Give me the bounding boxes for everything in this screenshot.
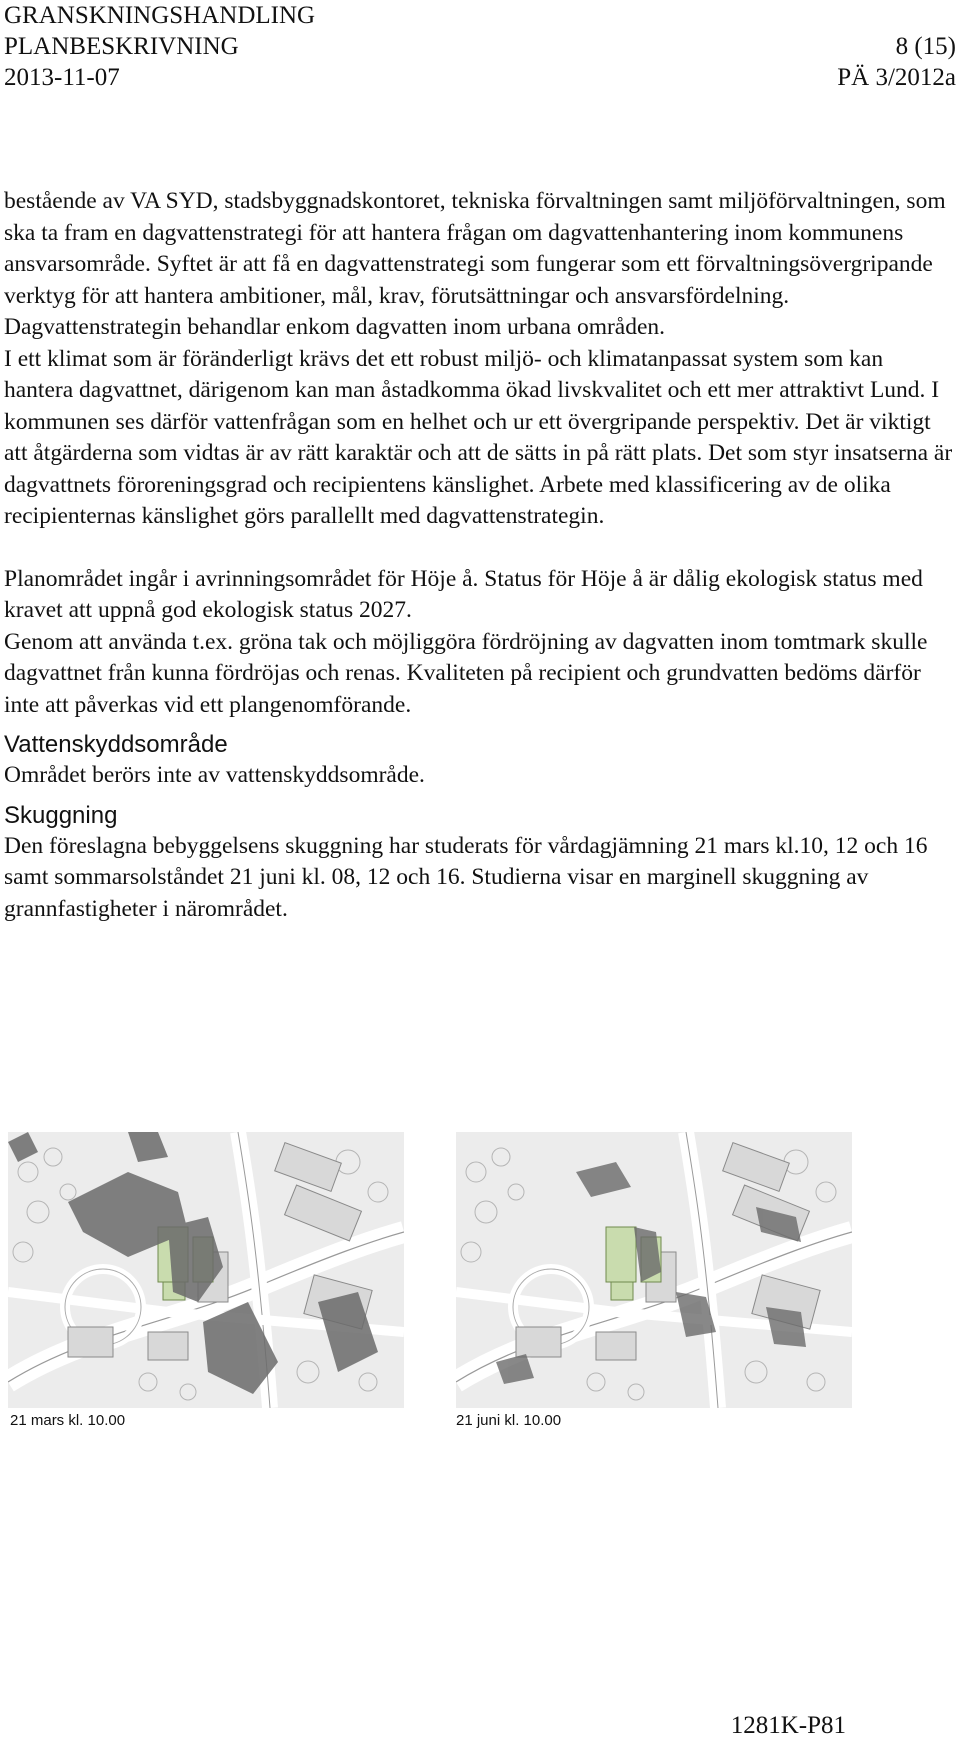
paragraph-skuggning: Den föreslagna bebyggelsens skuggning har studerats för vårdagjämning 21 mars kl.10, 12 och 16 samt sommarsolståndet 21 juni kl. 08, 12 och 16. Studierna visar en marginell skuggning av grannfastigheter i närområdet. bbox=[4, 832, 928, 922]
shadow-study-map-june bbox=[456, 1132, 852, 1408]
document-type: PLANBESKRIVNING bbox=[4, 33, 239, 60]
shadow-study-map-march bbox=[8, 1132, 404, 1408]
document-status: GRANSKNINGSHANDLING bbox=[4, 2, 316, 29]
document-reference: PÄ 3/2012a bbox=[837, 64, 956, 91]
section-heading-skuggning: Skuggning bbox=[4, 801, 118, 829]
paragraph-dagvattenstrategi: bestående av VA SYD, stadsbyggnadskontoret, tekniska förvaltningen samt miljöförvaltningen, som ska ta fram en dagvattenstrategi för att hantera frågan om dagvattenhantering inom kommunens ansvarsområde. Syftet är att få en dagvattenstrategi som fungerar som ett förvaltningsövergripande verktyg för att hantera ambitioner, mål, krav, förutsättningar och ansvarsfördelning. Dagvattenstrategin behandlar enkom dagvatten inom urbana områden. bbox=[4, 188, 946, 340]
paragraph-vattenskydd: Området berörs inte av vattenskyddsområde. bbox=[4, 762, 425, 788]
paragraph-klimat: I ett klimat som är föränderligt krävs det ett robust miljö- och klimatanpassat system som kan hantera dagvattnet, därigenom kan man åstadkomma ökad livskvalitet och ett mer attraktivt Lund. I kommunen ses därför vattenfrågan som en helhet och ur ett övergripande perspektiv. Det är viktigt att åtgärderna som vidtas är av rätt karaktär och att de sätts in på rätt plats. Det som styr insatserna är dagvattnets föroreningsgrad och recipientens känslighet. Arbete med klassificering av de olika recipienternas känslighet görs parallellt med dagvattenstrategin. bbox=[4, 345, 953, 529]
section-heading-vattenskyddsomrade: Vattenskyddsområde bbox=[4, 731, 228, 758]
caption-june: 21 juni kl. 10.00 bbox=[456, 1412, 562, 1429]
shadow-map-march-image bbox=[8, 1132, 404, 1408]
page-number: 8 (15) bbox=[895, 33, 956, 60]
document-code: 1281K-P81 bbox=[730, 1712, 846, 1739]
shadow-map-june-image bbox=[456, 1132, 852, 1408]
caption-march: 21 mars kl. 10.00 bbox=[10, 1412, 126, 1429]
document-date: 2013-11-07 bbox=[4, 64, 120, 91]
paragraph-grona-tak: Genom att använda t.ex. gröna tak och möjliggöra fördröjning av dagvatten inom tomtmark skulle dagvattnet från kunna fördröjas och renas. Kvaliteten på recipient och grundvatten bedöms därför inte att påverkas vid ett plangenomförande. bbox=[4, 628, 928, 718]
document-header bbox=[4, 0, 956, 93]
document-body bbox=[4, 186, 956, 925]
paragraph-planomrade: Planområdet ingår i avrinningsområdet för Höje å. Status för Höje å är dålig ekologisk status med kravet att uppnå god ekologisk status 2027. bbox=[4, 565, 923, 623]
